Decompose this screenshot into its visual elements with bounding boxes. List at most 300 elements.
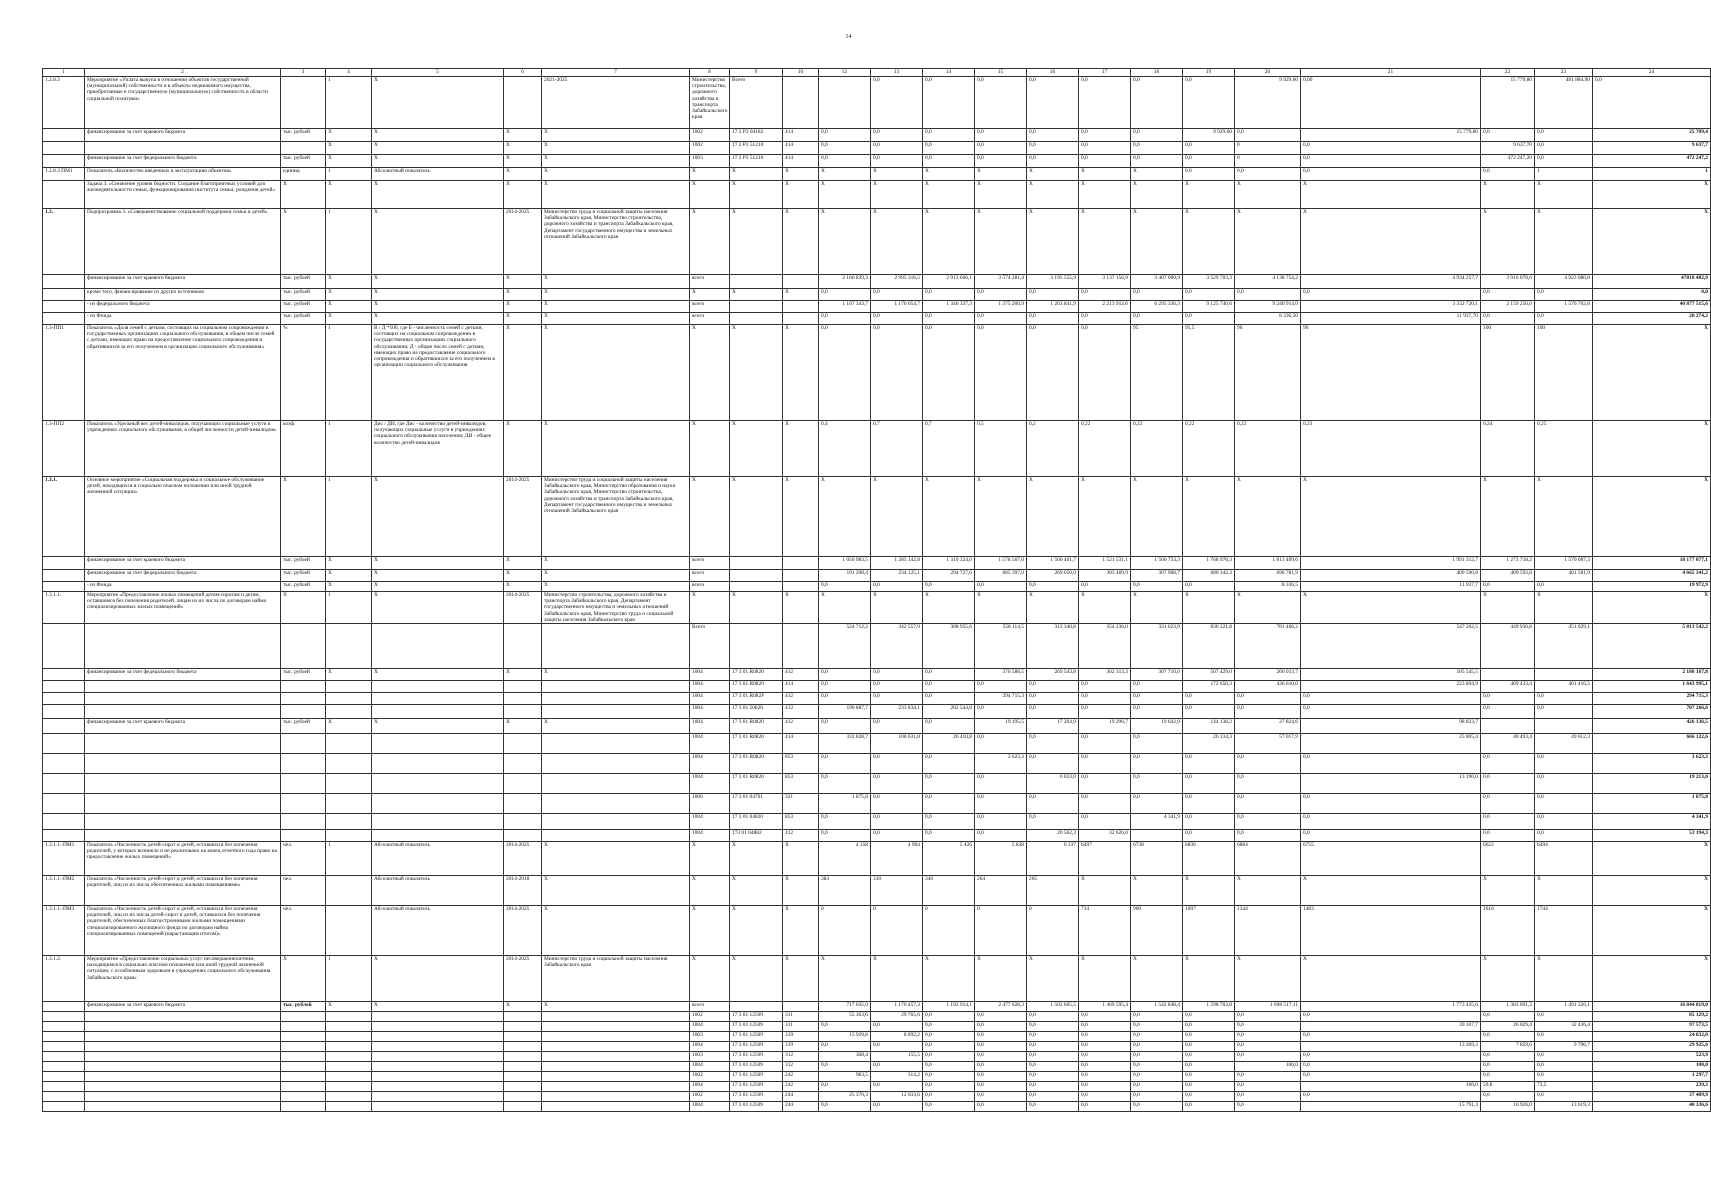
table-cell: 0,0 [819, 1082, 871, 1092]
table-cell: 25 376,3 [819, 1092, 871, 1102]
table-cell: финансирование за счет краевого бюджета [85, 129, 281, 142]
table-cell [326, 1022, 372, 1032]
table-cell: 0,0 [1131, 1022, 1183, 1032]
table-cell: 0,0 [975, 325, 1027, 421]
table-cell [542, 734, 690, 754]
table-cell: Х [542, 1002, 690, 1012]
table-cell: финансирование за счет краевого бюджета [85, 557, 281, 570]
table-cell [43, 705, 85, 719]
table-cell: Х [730, 876, 783, 906]
table-cell [326, 734, 372, 754]
table-cell: 1 [326, 592, 372, 624]
table-cell: Показатель «Численность детей-сирот и детей, оставшихся без попечения родителей, лиц из их числа обеспеченных жилыми помещениями» [85, 876, 281, 906]
table-cell [43, 693, 85, 705]
table-cell: коэф. [281, 421, 326, 477]
table-cell: 331 623,9 [1131, 624, 1183, 669]
table-cell: 8 336,50 [1235, 313, 1301, 325]
table-row [43, 155, 1711, 168]
table-cell: 0,0 [1301, 1032, 1481, 1042]
table-cell: Х [975, 956, 1027, 1002]
table-cell: 0,0 [1183, 155, 1235, 168]
table-cell: 0,0 [1027, 681, 1079, 693]
table-cell: 0,0 [819, 719, 871, 734]
table-cell: Х [1027, 168, 1079, 181]
table-cell: 1004 [690, 719, 730, 734]
table-cell [542, 774, 690, 794]
table-cell: Х [504, 1002, 542, 1012]
table-cell [43, 1092, 85, 1102]
table-cell: 0,0 [1535, 1052, 1593, 1062]
table-cell: 1.3.1.1.-ПМ1 [43, 842, 85, 876]
table-cell: 0,0 [1481, 830, 1535, 842]
table-cell: 2 913 666,1 [923, 275, 975, 289]
table-cell: Х [372, 1002, 504, 1012]
table-cell: 0,0 [1183, 1042, 1235, 1052]
table-cell: Абсолютный показатель [372, 842, 504, 876]
table-cell: 9 637,7 [1593, 142, 1711, 155]
table-cell: 6738 [1131, 842, 1183, 876]
table-cell: 0,0 [1131, 1072, 1183, 1082]
table-cell: 26 134,3 [1183, 734, 1235, 754]
table-cell: 0,0 [1301, 814, 1481, 830]
table-cell: 15 791,3 [1301, 1102, 1481, 1112]
table-cell: 0,0 [1183, 1062, 1235, 1072]
table-cell: 781 466,2 [1235, 624, 1301, 669]
table-cell: 2 160 839,3 [819, 275, 871, 289]
table-cell: 3 574 281,4 [975, 275, 1027, 289]
table-cell: 17 3 01 12509 [730, 1032, 783, 1042]
table-cell [504, 774, 542, 794]
table-cell: Министерство строительства, дорожного хозяйства и транспорта Забайкальского края, Департамент государственного имущества и земельных отношений Забайкальского края, Министерство труда и социальной защиты населения Забайкальского края [542, 592, 690, 624]
table-cell: 0,0 [819, 313, 871, 325]
table-cell: 0,0 [975, 1022, 1027, 1032]
table-cell: Х [1131, 477, 1183, 557]
table-cell [43, 669, 85, 681]
table-cell: 0,0 [975, 774, 1027, 794]
table-cell: 0,0 [1079, 794, 1131, 814]
table-cell [85, 681, 281, 693]
table-cell: Х [1593, 876, 1711, 906]
table-cell: 1 773 435,6 [1301, 1002, 1481, 1012]
column-number-cell: 4 [326, 69, 372, 77]
table-cell: 0,0 [871, 794, 923, 814]
table-cell: 0,0 [1027, 754, 1079, 774]
table-cell: 0,0 [871, 142, 923, 155]
table-row [43, 1032, 1711, 1042]
table-cell [43, 794, 85, 814]
table-cell [326, 794, 372, 814]
table-cell: Х [504, 421, 542, 477]
table-cell: 3 916 078,6 [1481, 275, 1535, 289]
table-cell: 1003 [690, 1032, 730, 1042]
table-cell: 0,0 [923, 830, 975, 842]
table-cell [326, 693, 372, 705]
table-cell: 0,0 [819, 693, 871, 705]
table-cell: 2 180 167,8 [1593, 669, 1711, 681]
table-cell: Х [1235, 876, 1301, 906]
table-cell [783, 557, 819, 570]
table-cell: Министерство труда и социальной защиты населения Забайкальского края [542, 956, 690, 1002]
table-cell: Х [730, 325, 783, 421]
table-row [43, 421, 1711, 477]
table-cell [43, 1052, 85, 1062]
table-cell [281, 754, 326, 774]
table-cell: Х [326, 570, 372, 582]
table-cell: 0,0 [1027, 1102, 1079, 1112]
table-cell: 0,0 [1183, 794, 1235, 814]
table-cell: 1004 [690, 774, 730, 794]
table-cell: Х [783, 477, 819, 557]
table-cell: 0,0 [871, 1062, 923, 1072]
table-cell: Х [690, 876, 730, 906]
table-cell: 1 698 517,11 [1235, 1002, 1301, 1012]
table-cell: 0,22 [1235, 421, 1301, 477]
table-cell: Показатель «Численность детей-сирот и детей, оставшихся без попечения родителей, лиц из их числа детей-сирот и детей, оставшихся без попечения родителей, обеспеченных благоустроенными жилыми помещениями специализированного жилищного фонда по договорам найма специализированных помещений (нарастающим итогом)» [85, 906, 281, 956]
table-cell [43, 774, 85, 794]
table-cell: 0,0 [871, 155, 923, 168]
column-number-cell: 9 [730, 69, 783, 77]
table-cell: 17 3 01 R0820 [730, 681, 783, 693]
table-cell: Х [326, 557, 372, 570]
table-cell: 0,0 [1183, 1052, 1235, 1062]
table-cell [43, 129, 85, 142]
table-cell [85, 1092, 281, 1102]
table-cell: 524 712,2 [819, 624, 871, 669]
table-cell: 0,0 [1535, 1012, 1593, 1022]
table-cell [281, 794, 326, 814]
table-cell: 13 619,3 [1535, 1102, 1593, 1112]
table-cell: 0,0 [1535, 794, 1593, 814]
table-cell: 85 129,2 [1593, 1012, 1711, 1022]
table-cell: 1 319 324,0 [923, 557, 975, 570]
table-cell: Х [372, 669, 504, 681]
table-cell: 0,0 [1079, 582, 1131, 592]
table-cell: Х [542, 155, 690, 168]
column-number-cell: 19 [1183, 69, 1235, 77]
table-cell: 0,0 [923, 794, 975, 814]
table-cell: 27 824,6 [1235, 719, 1301, 734]
table-cell: 0,0 [1079, 1082, 1131, 1092]
table-cell: 0,0 [1535, 289, 1593, 301]
table-cell: Х [1027, 209, 1079, 275]
table-cell [542, 1082, 690, 1092]
table-cell [326, 830, 372, 842]
table-cell: финансирование за счет федерального бюджета [85, 669, 281, 681]
table-cell: 185 545,5 [1301, 669, 1481, 681]
table-cell: Х [923, 181, 975, 209]
table-cell: 0,0 [1301, 830, 1481, 842]
table-cell: 0,0 [1535, 693, 1593, 705]
table-cell: 0,00 [1301, 77, 1481, 129]
table-cell: Х [504, 570, 542, 582]
table-cell: 312 [783, 1052, 819, 1062]
table-cell [43, 275, 85, 289]
table-cell: Абсолютный показатель [372, 906, 504, 956]
table-cell: 1 469 595,4 [1079, 1002, 1131, 1012]
table-cell: 0,0 [1235, 774, 1301, 794]
table-cell: Х [1301, 181, 1481, 209]
table-cell: Х [1027, 956, 1079, 1002]
table-cell: 190 887,7 [819, 705, 871, 719]
table-cell: 0,0 [1301, 1092, 1481, 1102]
table-cell: Х [783, 209, 819, 275]
table-cell: 0,0 [1027, 734, 1079, 754]
table-cell: 412 [783, 693, 819, 705]
table-cell: 0,0 [871, 129, 923, 142]
table-cell [372, 693, 504, 705]
table-cell: 1002 [690, 142, 730, 155]
table-cell: 0,0 [1131, 1052, 1183, 1062]
table-cell: 32 626,0 [1079, 830, 1131, 842]
table-row [43, 181, 1711, 209]
table-cell: 100 [1535, 325, 1593, 421]
table-cell [326, 906, 372, 956]
table-cell: 414 [783, 142, 819, 155]
table-cell: 0,0 [1079, 313, 1131, 325]
table-cell: 0,0 [1183, 313, 1235, 325]
table-cell [783, 570, 819, 582]
table-cell: 436 610,0 [1235, 681, 1301, 693]
table-cell: 100,0 [1235, 1062, 1301, 1072]
table-cell: 2014-2025 [504, 477, 542, 557]
table-cell [783, 1002, 819, 1012]
table-cell: 0,0 [1235, 830, 1301, 842]
table-cell: 0,0 [1079, 1102, 1131, 1112]
table-cell [326, 705, 372, 719]
table-cell: 0,0 [923, 155, 975, 168]
table-cell: Х [871, 168, 923, 181]
table-cell: 0,0 [1235, 129, 1301, 142]
table-cell [85, 1072, 281, 1082]
table-cell: Х [1183, 477, 1235, 557]
table-cell: чел. [281, 906, 326, 956]
table-row [43, 719, 1711, 734]
table-cell: Х [372, 142, 504, 155]
table-cell: Х [690, 956, 730, 1002]
table-cell: 332 828,7 [819, 734, 871, 754]
table-cell: Показатель «Доля семей с детьми, состоящих на социальном сопровождении в государственных организациях социального обслуживания, в общем числе семей с детьми, имеющих право на предоставление социального сопровождения и обратившихся за его получением в организации социального обслуживания» [85, 325, 281, 421]
table-cell: 16 844 819,0 [1593, 1002, 1711, 1012]
table-cell: 0,0 [819, 1042, 871, 1052]
table-cell: 1 576 702,8 [1535, 301, 1593, 313]
table-cell: 1004 [690, 734, 730, 754]
table-cell: 4 341,9 [1593, 814, 1711, 830]
table-cell: 0 [923, 906, 975, 956]
table-cell: 1 566 401,7 [1027, 557, 1079, 570]
table-cell: 0,0 [819, 325, 871, 421]
table-cell: 1004 [690, 681, 730, 693]
table-cell [504, 624, 542, 669]
table-cell: 59,8 [1481, 1082, 1535, 1092]
table-cell: 0,0 [1235, 754, 1301, 774]
table-cell: 15 779,80 [1301, 129, 1481, 142]
table-cell: 3 332 720,1 [1301, 301, 1481, 313]
table-cell: Х [1481, 956, 1535, 1002]
table-cell [43, 142, 85, 155]
table-cell: 47818 482,9 [1593, 275, 1711, 289]
table-cell: 96 [1301, 325, 1481, 421]
table-cell: Х [1481, 876, 1535, 906]
table-cell [542, 1052, 690, 1062]
table-cell: 0,0 [1027, 1022, 1079, 1032]
table-cell: 0,0 [1235, 693, 1301, 705]
table-cell: 0,5 [975, 421, 1027, 477]
table-cell: 303 469,9 [1079, 570, 1131, 582]
table-cell: 696 781,9 [1235, 570, 1301, 582]
table-cell [372, 830, 504, 842]
table-cell: 1.3.1. [43, 477, 85, 557]
table-cell: Х [1535, 876, 1593, 906]
table-row [43, 754, 1711, 774]
table-cell: 0,0 [1183, 1022, 1235, 1032]
table-cell: 0,0 [1481, 1072, 1535, 1082]
table-cell: 0,0 [1301, 794, 1481, 814]
table-cell: 0,0 [923, 669, 975, 681]
table-cell: Х [1183, 181, 1235, 209]
table-cell: Х [542, 906, 690, 956]
table-cell: 414 [783, 734, 819, 754]
table-cell: 0,0 [1235, 168, 1301, 181]
table-cell: Х [372, 301, 504, 313]
table-cell: 0,0 [1183, 1072, 1235, 1082]
table-cell: 312 [783, 1062, 819, 1072]
table-cell: 0,22 [1079, 421, 1131, 477]
table-cell: 1 [326, 956, 372, 1002]
table-cell: 0,0 [923, 774, 975, 794]
table-cell [504, 693, 542, 705]
table-cell [43, 1072, 85, 1082]
table-cell: 307 710,0 [1131, 669, 1183, 681]
table-cell [1535, 669, 1593, 681]
table-cell: 0,0 [1481, 168, 1535, 181]
table-cell [326, 1092, 372, 1102]
table-cell: тыс. рублей [281, 289, 326, 301]
table-cell: Х [372, 719, 504, 734]
table-cell [326, 1052, 372, 1062]
table-cell: Х [542, 719, 690, 734]
table-cell: 714 [1079, 906, 1131, 956]
table-cell: 53 194,3 [1593, 830, 1711, 842]
table-cell: Х [975, 181, 1027, 209]
table-cell: Абсолютный показатель [372, 876, 504, 906]
table-cell: 1 050 983,5 [819, 557, 871, 570]
table-cell: Х [783, 592, 819, 624]
column-number-cell: 23 [1535, 69, 1593, 77]
table-cell: 0,0 [923, 754, 975, 774]
table-cell: 0,0 [975, 1082, 1027, 1092]
table-cell: 0,0 [975, 1042, 1027, 1052]
table-cell: 0,0 [1131, 1092, 1183, 1102]
table-cell: Х [1481, 477, 1535, 557]
table-cell: 1.3.1.1.-ПМ3 [43, 906, 85, 956]
table-cell: Мероприятие «Предоставление жилых помещений детям-сиротам и детям, оставшимся без попечения родителей, лицам из их числа по договорам найма специализированных жилых помещений» [85, 592, 281, 624]
table-cell: 100 [1481, 325, 1535, 421]
table-cell [43, 830, 85, 842]
table-cell [326, 814, 372, 830]
table-cell: Мероприятие «Уплата выкупа в отношении объектов государственной (муниципальной) собственности и в объекты недвижимого имущества, приобретаемые в государственную (муниципальную) собственность в области социальной политики» [85, 77, 281, 129]
table-cell [504, 705, 542, 719]
table-cell: 0,0 [923, 142, 975, 155]
table-cell: 0,0 [923, 1072, 975, 1082]
table-cell: 7 859,6 [1481, 1042, 1535, 1052]
table-cell: тыс. рублей [281, 582, 326, 592]
table-cell: 1 340 337,3 [923, 301, 975, 313]
table-cell: 0,0 [871, 774, 923, 794]
table-cell: 0,0 [1535, 1092, 1593, 1102]
table-cell [542, 814, 690, 830]
table-cell: 0,0 [819, 754, 871, 774]
table-cell: 2014-2025 [504, 209, 542, 275]
table-cell: Х [504, 289, 542, 301]
table-cell: 0,0 [1535, 1072, 1593, 1082]
table-cell: 1 502 605,5 [1027, 1002, 1079, 1012]
table-cell: тыс. рублей [281, 275, 326, 289]
table-cell: 2014-2025 [504, 842, 542, 876]
table-cell: 1 521 531,1 [1079, 557, 1131, 570]
table-cell: Х [372, 592, 504, 624]
column-number-cell: 24 [1593, 69, 1711, 77]
table-cell: Х [281, 592, 326, 624]
table-cell: 340 [923, 876, 975, 906]
table-cell: Всего [690, 624, 730, 669]
table-cell: 234 125,1 [871, 570, 923, 582]
table-cell: 3 195 555,9 [1027, 275, 1079, 289]
table-cell: Х [975, 592, 1027, 624]
table-cell: Х [730, 906, 783, 956]
table-cell [281, 1092, 326, 1102]
table-cell: Х [871, 181, 923, 209]
table-cell: 0,0 [871, 1022, 923, 1032]
table-cell: - из Фонда [85, 582, 281, 592]
table-cell: 319 [783, 1032, 819, 1042]
table-row [43, 289, 1711, 301]
table-cell: 155,5 [871, 1052, 923, 1062]
column-number-cell: 1 [43, 69, 85, 77]
table-cell: 0,0 [1235, 814, 1301, 830]
table-cell [504, 1072, 542, 1082]
table-cell: 680 342,3 [1183, 570, 1235, 582]
table-cell [372, 1102, 504, 1112]
table-cell [43, 155, 85, 168]
table-cell: 1 991 312,7 [1301, 557, 1481, 570]
table-row [43, 1092, 1711, 1102]
table-row [43, 1072, 1711, 1082]
column-number-cell: 12 [819, 69, 871, 77]
table-cell: 1004 [690, 705, 730, 719]
table-cell: 717 035,0 [819, 1002, 871, 1012]
table-cell: 0,0 [1301, 1012, 1481, 1022]
program-table-sheet [42, 68, 1708, 1112]
table-cell: 2021-2025 [542, 77, 690, 129]
table-cell: Х [1183, 956, 1235, 1002]
table-cell: 0,0 [1027, 582, 1079, 592]
table-cell: 0,0 [1301, 142, 1481, 155]
table-cell: 0,0 [1301, 705, 1481, 719]
table-cell: Х [1301, 209, 1481, 275]
table-cell [504, 794, 542, 814]
table-cell [504, 1042, 542, 1052]
table-cell [372, 705, 504, 719]
table-cell: тыс. рублей [281, 313, 326, 325]
table-cell: 0,0 [923, 814, 975, 830]
table-cell: Х [1027, 181, 1079, 209]
table-cell: 1002 [690, 1012, 730, 1022]
table-cell: всего [690, 570, 730, 582]
table-row [43, 1102, 1711, 1112]
table-cell [85, 814, 281, 830]
table-cell [504, 814, 542, 830]
table-cell [372, 814, 504, 830]
